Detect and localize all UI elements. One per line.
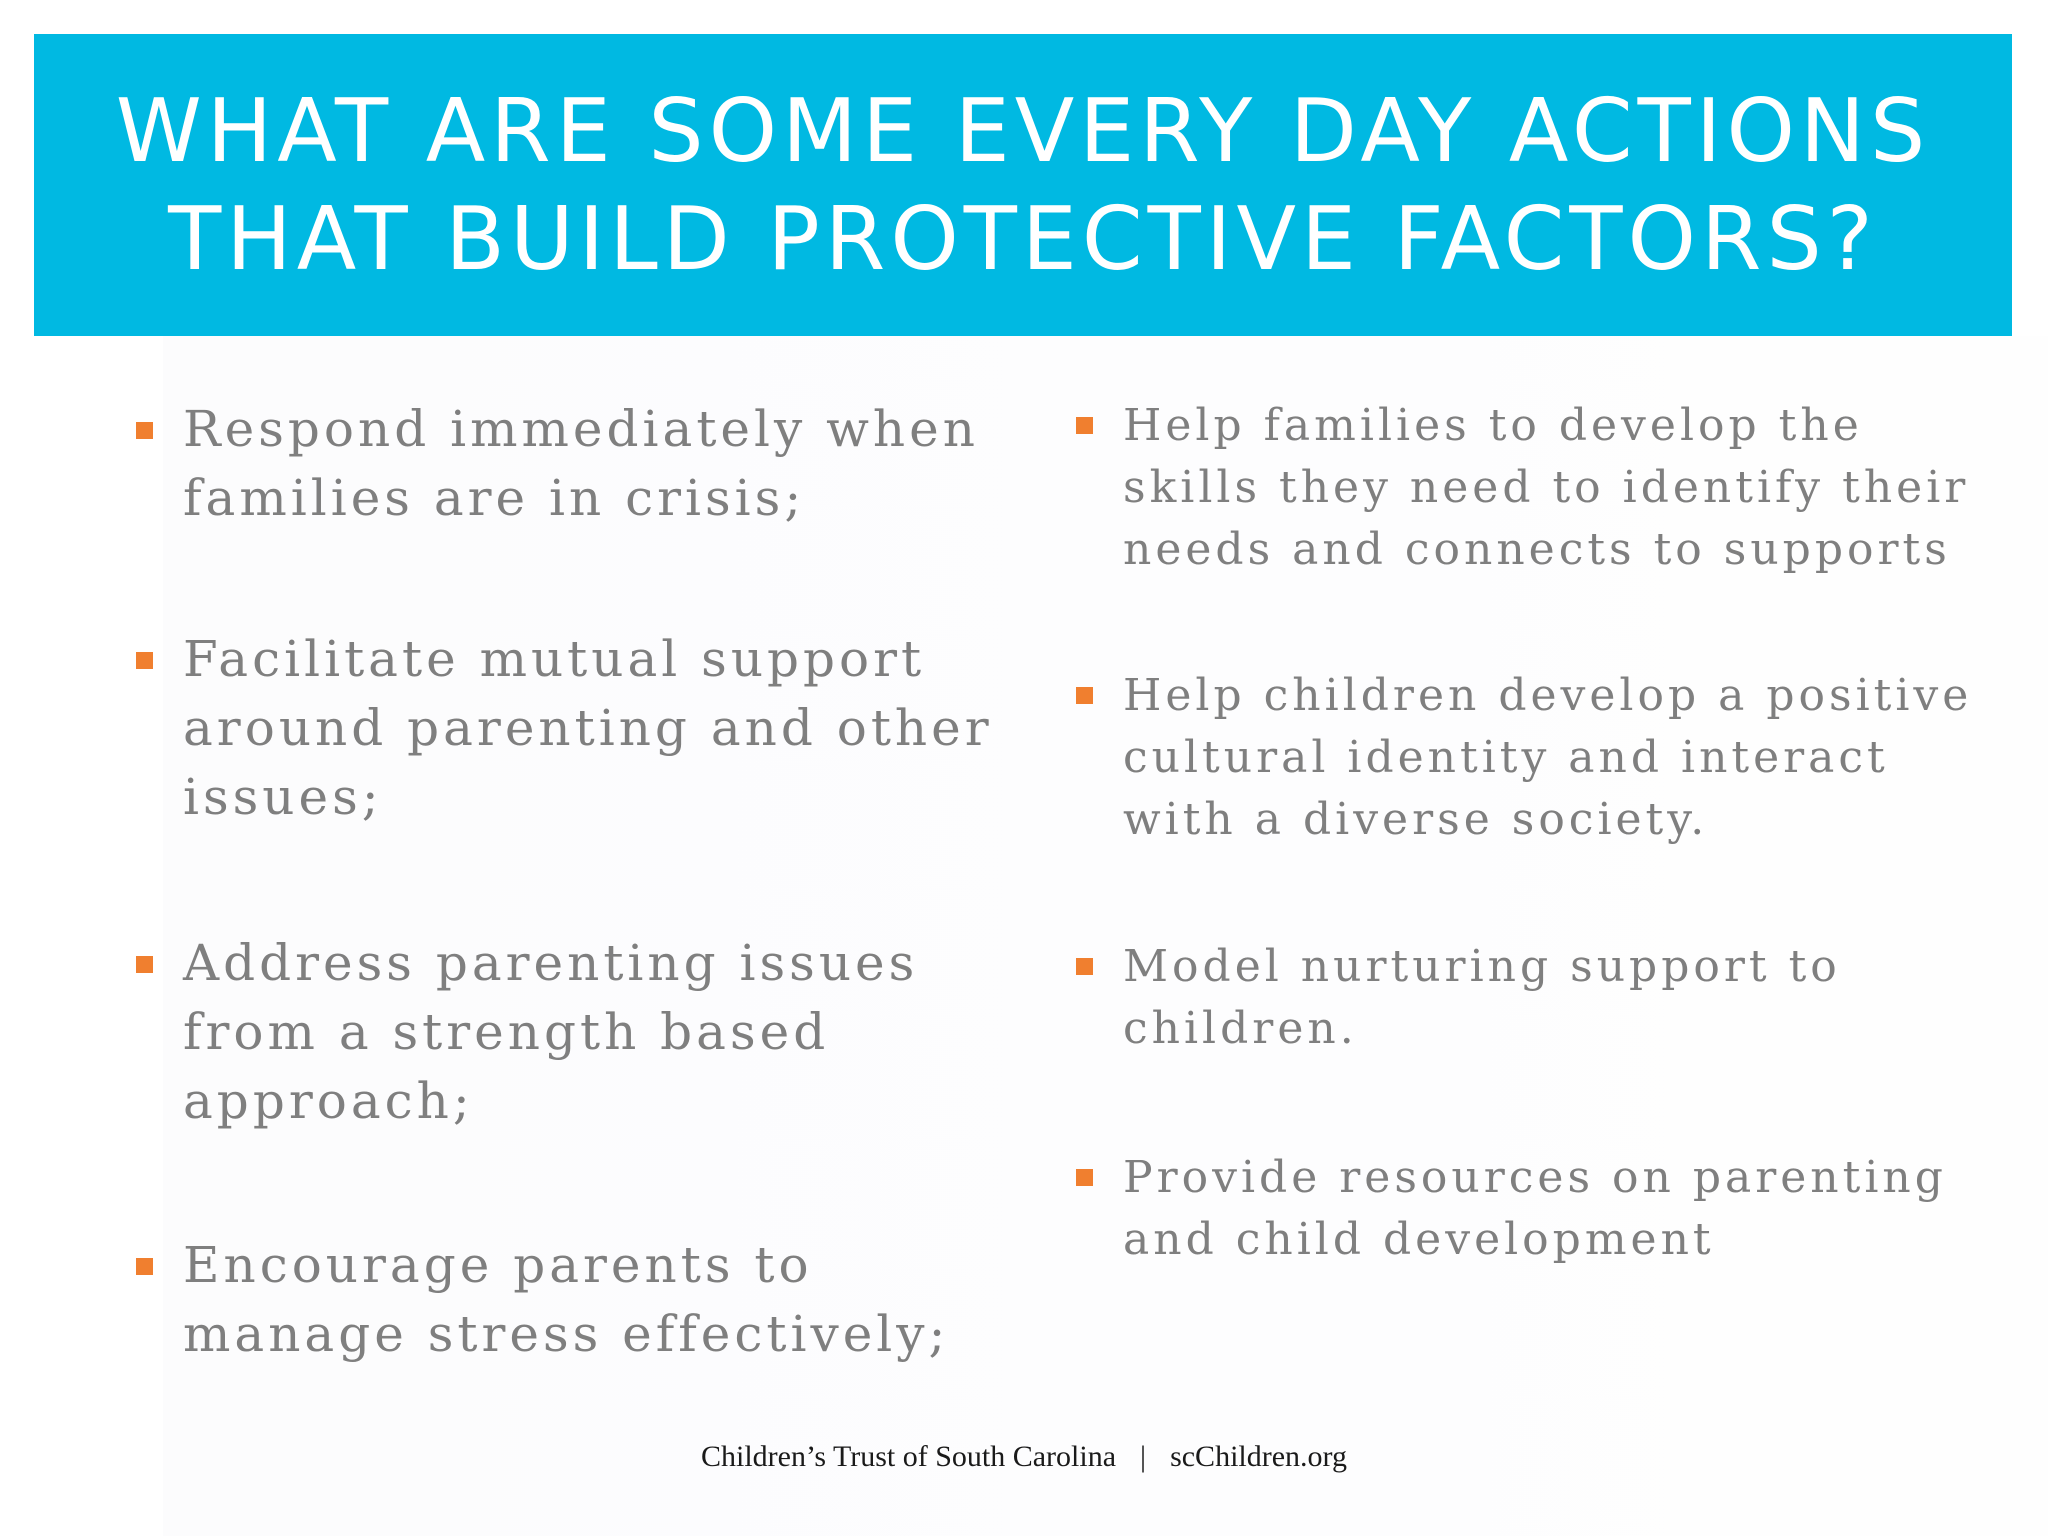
square-bullet-icon: [136, 422, 153, 439]
bullet-text: Address parenting issues from a strength based approach;: [183, 934, 919, 1130]
bullet-item: [136, 395, 1013, 533]
bullet-item: [1076, 1147, 2003, 1271]
footer-website: scChildren.org: [1170, 1440, 1347, 1473]
square-bullet-icon: [136, 956, 153, 973]
bullet-text: Encourage parents to manage stress effectively;: [183, 1236, 950, 1363]
bullet-item: [136, 625, 1013, 832]
square-bullet-icon: [1076, 687, 1093, 704]
bullet-text: Model nurturing support to children.: [1123, 941, 1841, 1054]
bullet-item: [1076, 936, 2003, 1060]
square-bullet-icon: [1076, 417, 1093, 434]
bullet-text: Respond immediately when families are in crisis;: [183, 400, 979, 527]
bullet-text: Help families to develop the skills they need to identify their needs and connects to supports: [1123, 400, 1970, 575]
bullet-text: Provide resources on parenting and child development: [1123, 1152, 1947, 1265]
slide-title: WHAT ARE SOME EVERY DAY ACTIONS THAT BUILD PROTECTIVE FACTORS?: [115, 80, 1931, 290]
bullet-text: Help children develop a positive cultural identity and interact with a diverse society.: [1123, 670, 1973, 845]
slide-footer: [0, 1440, 2048, 1474]
footer-organization: Children’s Trust of South Carolina: [701, 1440, 1117, 1473]
bullet-item: [136, 1231, 1013, 1369]
bullet-item: [136, 929, 1013, 1136]
footer-separator: |: [1140, 1440, 1147, 1473]
bullet-text: Facilitate mutual support around parenting and other issues;: [183, 630, 993, 826]
square-bullet-icon: [136, 1258, 153, 1275]
square-bullet-icon: [1076, 958, 1093, 975]
title-band: [34, 34, 2012, 336]
bullet-item: [1076, 395, 2003, 581]
square-bullet-icon: [1076, 1169, 1093, 1186]
bullet-item: [1076, 665, 2003, 851]
square-bullet-icon: [136, 652, 153, 669]
